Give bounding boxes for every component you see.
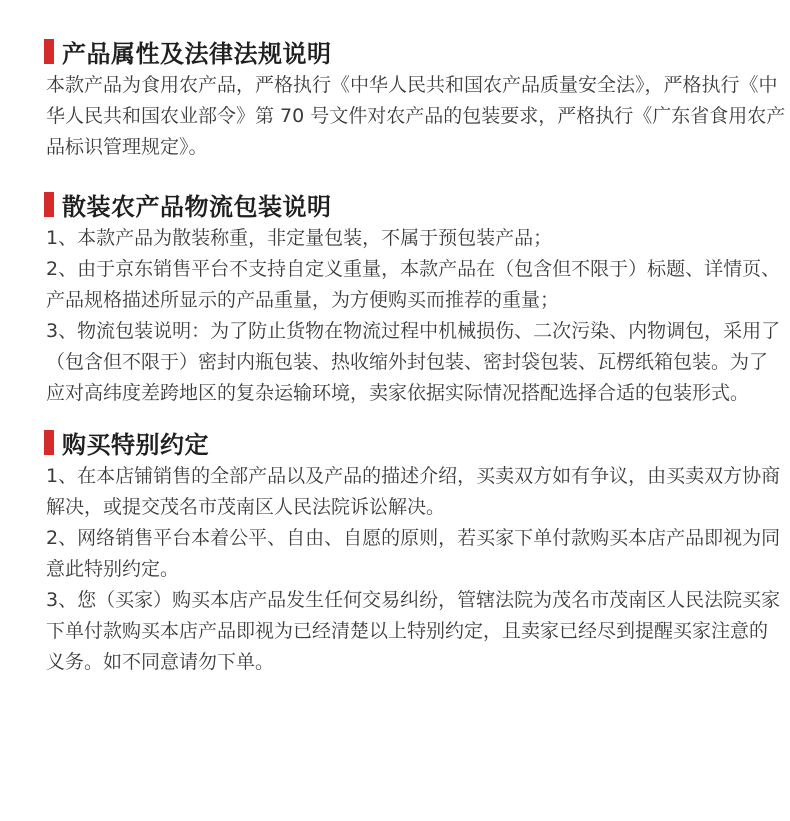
heading-marker-bar — [44, 430, 54, 455]
section-special-agreement — [46, 423, 790, 678]
paragraph: 1、在本店铺销售的全部产品以及产品的描述介绍，买卖双方如有争议，由买卖双方协商解决，或提交茂名市茂南区人民法院诉讼解决。 — [46, 465, 781, 518]
section-title: 产品属性及法律法规说明 — [62, 39, 332, 68]
paragraph: 3、物流包装说明：为了防止货物在物流过程中机械损伤、二次污染、内物调包，采用了（包含但不限于）密封内瓶包装、热收缩外封包装、密封袋包装、瓦楞纸箱包装。为了应对高纬度差跨地区的复杂运输环境，卖家依据实际情况搭配选择合适的包装形式。 — [46, 320, 781, 404]
heading-marker-bar — [44, 39, 54, 64]
section-legal — [46, 32, 790, 163]
section-heading — [44, 185, 790, 223]
paragraph: 2、网络销售平台本着公平、自由、自愿的原则，若买家下单付款购买本店产品即视为同意此特别约定。 — [46, 527, 781, 580]
paragraph: 2、由于京东销售平台不支持自定义重量，本款产品在（包含但不限于）标题、详情页、产品规格描述所显示的产品重量，为方便购买而推荐的重量； — [46, 258, 781, 311]
section-heading — [44, 423, 790, 461]
paragraph: 本款产品为食用农产品，严格执行《中华人民共和国农产品质量安全法》，严格执行《中华人民共和国农业部令》第 70 号文件对农产品的包装要求，严格执行《广东省食用农产品标识管理规定》。 — [46, 74, 786, 158]
paragraph: 3、您（买家）购买本店产品发生任何交易纠纷，管辖法院为茂名市茂南区人民法院买家下单付款购买本店产品即视为已经清楚以上特别约定，且卖家已经尽到提醒买家注意的义务。如不同意请勿下单。 — [46, 589, 781, 673]
heading-marker-bar — [44, 192, 54, 217]
section-heading — [44, 32, 790, 70]
section-title: 购买特别约定 — [62, 430, 209, 459]
paragraph: 1、本款产品为散装称重，非定量包装，不属于预包装产品； — [46, 227, 553, 249]
section-packaging — [46, 185, 790, 409]
section-title: 散装农产品物流包装说明 — [62, 192, 332, 221]
